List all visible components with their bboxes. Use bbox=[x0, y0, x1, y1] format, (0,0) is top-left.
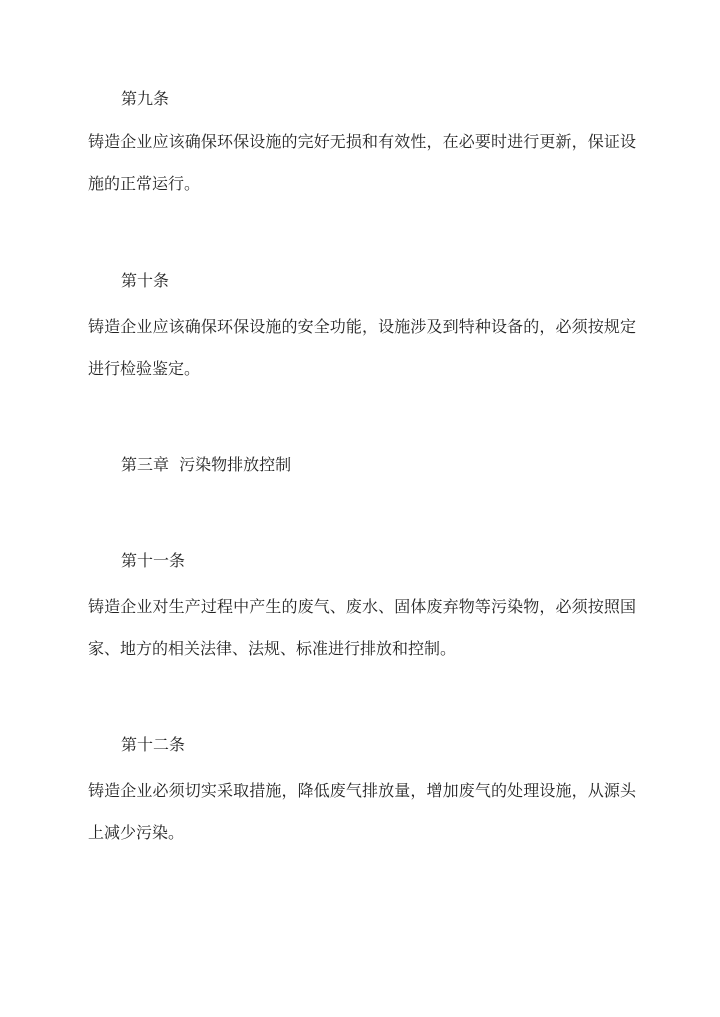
article-heading-9: 第九条 bbox=[121, 89, 170, 108]
chapter-heading-3: 第三章 污染物排放控制 bbox=[121, 455, 292, 474]
article-body-11: 铸造企业对生产过程中产生的废气、废水、固体废弃物等污染物，必须按照国家、地方的相关法律、法规、标准进行排放和控制。 bbox=[88, 597, 636, 658]
article-body-10: 铸造企业应该确保环保设施的安全功能，设施涉及到特种设备的，必须按规定进行检验鉴定。 bbox=[88, 317, 636, 378]
article-heading-12: 第十二条 bbox=[121, 735, 186, 754]
article-body-9: 铸造企业应该确保环保设施的完好无损和有效性，在必要时进行更新，保证设施的正常运行。 bbox=[88, 132, 636, 193]
article-body-12: 铸造企业必须切实采取措施，降低废气排放量，增加废气的处理设施，从源头上减少污染。 bbox=[88, 781, 636, 842]
article-heading-11: 第十一条 bbox=[121, 551, 186, 570]
article-heading-10: 第十条 bbox=[121, 271, 170, 290]
